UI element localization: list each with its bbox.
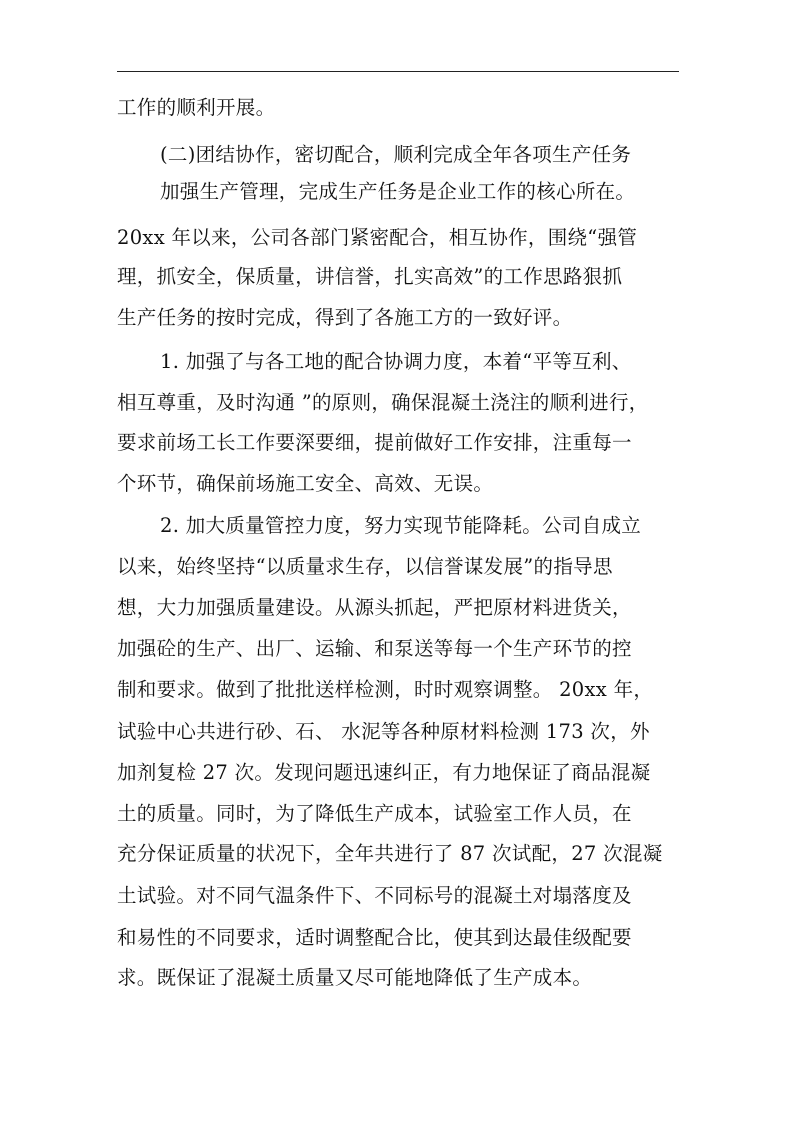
header-rule [117, 71, 679, 72]
paragraph-line: 想，大力加强质量建设。从源头抓起，严把原材料进货关， [117, 596, 632, 619]
paragraph-line: 求。既保证了混凝土质量又尽可能地降低了生产成本。 [117, 966, 593, 989]
paragraph-line: 2. 加大质量管控力度，努力实现节能降耗。公司自成立 [160, 514, 642, 537]
paragraph-line: 加剂复检 27 次。发现问题迅速纠正，有力地保证了商品混凝 [117, 761, 651, 784]
paragraph-line: 工作的顺利开展。 [117, 96, 276, 119]
paragraph-line: 加强生产管理，完成生产任务是企业工作的核心所在。 [160, 180, 636, 203]
paragraph-line: 和易性的不同要求，适时调整配合比，使其到达最佳级配要 [117, 926, 632, 949]
paragraph-line: 相互尊重，及时沟通 ”的原则，确保混凝土浇注的顺利进行， [117, 391, 649, 414]
paragraph-line: 1. 加强了与各工地的配合协调力度，本着“平等互利、 [160, 350, 632, 373]
paragraph-line: 土试验。对不同气温条件下、不同标号的混凝土对塌落度及 [117, 884, 632, 907]
paragraph-line: 制和要求。做到了批批送样检测，时时观察调整。 20xx 年， [117, 678, 654, 701]
paragraph-line: 试验中心共进行砂、石、 水泥等各种原材料检测 173 次，外 [117, 720, 650, 743]
section-heading: (二)团结协作，密切配合，顺利完成全年各项生产任务 [160, 143, 632, 166]
paragraph-line: 20xx 年以来，公司各部门紧密配合，相互协作，围绕“强管 [117, 226, 638, 249]
paragraph-line: 要求前场工长工作要深要细，提前做好工作安排，注重每一 [117, 431, 632, 454]
paragraph-line: 充分保证质量的状况下，全年共进行了 87 次试配，27 次混凝 [117, 842, 663, 865]
paragraph-line: 土的质量。同时，为了降低生产成本，试验室工作人员，在 [117, 802, 632, 825]
paragraph-line: 理，抓安全，保质量，讲信誉，扎实高效”的工作思路狠抓 [117, 265, 623, 288]
paragraph-line: 以来，始终坚持“以质量求生存，以信誉谋发展”的指导思 [117, 555, 613, 578]
paragraph-line: 生产任务的按时完成，得到了各施工方的一致好评。 [117, 306, 573, 329]
paragraph-line: 个环节，确保前场施工安全、高效、无误。 [117, 472, 494, 495]
paragraph-line: 加强砼的生产、出厂、运输、和泵送等每一个生产环节的控 [117, 637, 632, 660]
